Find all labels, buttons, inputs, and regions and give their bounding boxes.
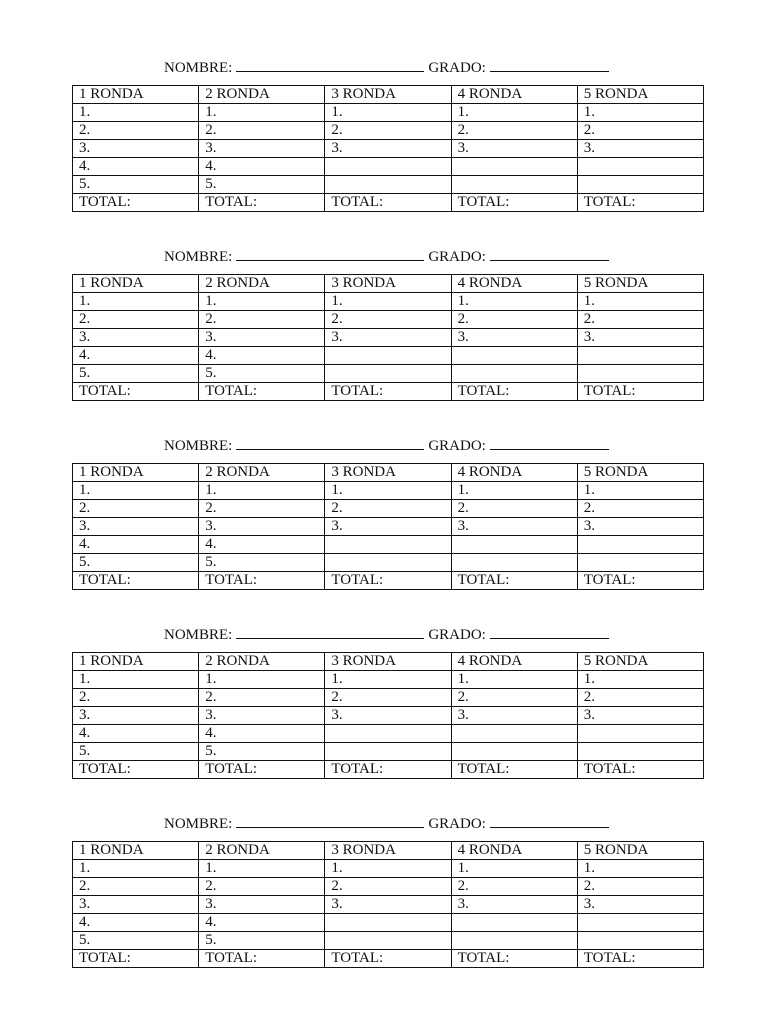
score-cell[interactable]: 4. — [73, 914, 199, 932]
score-cell[interactable]: 4. — [73, 347, 199, 365]
total-cell[interactable]: TOTAL: — [577, 194, 703, 212]
score-cell[interactable]: 1. — [73, 104, 199, 122]
round-header: 1 RONDA — [73, 86, 199, 104]
score-cell[interactable]: 3. — [325, 140, 451, 158]
score-cell[interactable] — [451, 554, 577, 572]
score-cell[interactable]: 2. — [577, 878, 703, 896]
score-cell[interactable]: 1. — [451, 293, 577, 311]
score-cell[interactable]: 2. — [325, 122, 451, 140]
score-cell[interactable] — [577, 743, 703, 761]
score-cell[interactable]: 1. — [199, 104, 325, 122]
round-header: 4 RONDA — [451, 86, 577, 104]
table-row — [73, 932, 704, 950]
score-cell[interactable]: 5. — [73, 932, 199, 950]
table-row — [73, 518, 704, 536]
total-cell[interactable]: TOTAL: — [451, 194, 577, 212]
score-cell[interactable] — [451, 932, 577, 950]
table-row — [73, 329, 704, 347]
score-cell[interactable]: 3. — [451, 707, 577, 725]
score-cell[interactable]: 1. — [325, 293, 451, 311]
score-cell[interactable]: 5. — [199, 932, 325, 950]
grade-blank[interactable] — [490, 56, 609, 72]
total-cell[interactable]: TOTAL: — [577, 761, 703, 779]
score-cell[interactable] — [325, 554, 451, 572]
score-cell[interactable]: 1. — [577, 671, 703, 689]
score-cell[interactable]: 4. — [73, 158, 199, 176]
table-row — [73, 365, 704, 383]
score-cell[interactable]: 3. — [199, 896, 325, 914]
score-cell[interactable]: 2. — [73, 689, 199, 707]
score-table — [72, 463, 704, 590]
total-cell[interactable]: TOTAL: — [451, 950, 577, 968]
header-row — [73, 842, 704, 860]
score-cell[interactable]: 1. — [325, 860, 451, 878]
score-cell[interactable] — [577, 914, 703, 932]
name-blank[interactable] — [236, 245, 424, 261]
name-blank[interactable] — [236, 812, 424, 828]
round-header: 2 RONDA — [199, 842, 325, 860]
score-cell[interactable]: 4. — [199, 536, 325, 554]
score-cell[interactable] — [451, 536, 577, 554]
score-cell[interactable] — [451, 176, 577, 194]
round-header: 3 RONDA — [325, 275, 451, 293]
total-cell[interactable]: TOTAL: — [577, 950, 703, 968]
score-cell[interactable]: 3. — [577, 518, 703, 536]
score-cell[interactable]: 2. — [199, 500, 325, 518]
round-header: 4 RONDA — [451, 842, 577, 860]
round-header: 1 RONDA — [73, 275, 199, 293]
grade-blank[interactable] — [490, 434, 609, 450]
score-cell[interactable] — [451, 365, 577, 383]
name-grade-line — [164, 56, 624, 76]
round-header: 2 RONDA — [199, 464, 325, 482]
name-label: NOMBRE: — [164, 816, 233, 832]
score-cell[interactable]: 2. — [325, 311, 451, 329]
score-cell[interactable]: 1. — [577, 482, 703, 500]
score-cell[interactable]: 1. — [325, 482, 451, 500]
score-cell[interactable]: 1. — [451, 860, 577, 878]
total-cell[interactable]: TOTAL: — [451, 383, 577, 401]
score-cell[interactable]: 4. — [199, 914, 325, 932]
score-cell[interactable]: 2. — [73, 500, 199, 518]
score-cell[interactable]: 3. — [451, 518, 577, 536]
table-row — [73, 482, 704, 500]
score-cell[interactable]: 1. — [577, 104, 703, 122]
score-cell[interactable] — [451, 743, 577, 761]
score-cell[interactable]: 3. — [73, 140, 199, 158]
score-cell[interactable]: 2. — [451, 500, 577, 518]
total-row — [73, 572, 704, 590]
table-row — [73, 500, 704, 518]
round-header: 2 RONDA — [199, 653, 325, 671]
score-cell[interactable]: 2. — [451, 122, 577, 140]
score-cell[interactable] — [325, 725, 451, 743]
round-header: 1 RONDA — [73, 842, 199, 860]
table-row — [73, 293, 704, 311]
score-cell[interactable]: 3. — [325, 707, 451, 725]
score-cell[interactable]: 2. — [73, 311, 199, 329]
score-cell[interactable]: 3. — [325, 329, 451, 347]
score-cell[interactable]: 3. — [73, 707, 199, 725]
name-blank[interactable] — [236, 434, 424, 450]
table-row — [73, 158, 704, 176]
name-blank[interactable] — [236, 56, 424, 72]
grade-blank[interactable] — [490, 623, 609, 639]
grade-label: GRADO: — [428, 816, 486, 832]
score-cell[interactable] — [577, 536, 703, 554]
round-header: 3 RONDA — [325, 842, 451, 860]
score-cell[interactable]: 5. — [199, 365, 325, 383]
score-cell[interactable] — [577, 725, 703, 743]
table-row — [73, 311, 704, 329]
score-cell[interactable]: 3. — [577, 140, 703, 158]
score-cell[interactable] — [577, 158, 703, 176]
score-cell[interactable] — [325, 932, 451, 950]
table-row — [73, 347, 704, 365]
score-cell[interactable] — [451, 158, 577, 176]
name-label: NOMBRE: — [164, 627, 233, 643]
score-cell[interactable]: 1. — [199, 482, 325, 500]
total-cell[interactable]: TOTAL: — [325, 950, 451, 968]
score-cell[interactable] — [577, 554, 703, 572]
score-cell[interactable]: 3. — [451, 329, 577, 347]
score-cell[interactable]: 1. — [73, 860, 199, 878]
name-blank[interactable] — [236, 623, 424, 639]
score-cell[interactable]: 4. — [199, 158, 325, 176]
header-row — [73, 275, 704, 293]
score-cell[interactable]: 2. — [199, 878, 325, 896]
score-cell[interactable]: 2. — [199, 311, 325, 329]
total-cell[interactable]: TOTAL: — [325, 572, 451, 590]
score-cell[interactable]: 3. — [199, 140, 325, 158]
score-cell[interactable]: 5. — [199, 176, 325, 194]
round-header: 5 RONDA — [577, 275, 703, 293]
score-cell[interactable]: 5. — [73, 554, 199, 572]
table-row — [73, 707, 704, 725]
score-cell[interactable]: 2. — [199, 122, 325, 140]
score-cell[interactable] — [451, 914, 577, 932]
grade-blank[interactable] — [490, 245, 609, 261]
round-header: 4 RONDA — [451, 464, 577, 482]
name-label: NOMBRE: — [164, 438, 233, 454]
score-cell[interactable]: 3. — [325, 896, 451, 914]
grade-label: GRADO: — [428, 627, 486, 643]
table-row — [73, 914, 704, 932]
score-cell[interactable]: 1. — [577, 293, 703, 311]
score-cell[interactable] — [325, 914, 451, 932]
round-header: 1 RONDA — [73, 464, 199, 482]
round-header: 3 RONDA — [325, 464, 451, 482]
score-cell[interactable]: 3. — [577, 707, 703, 725]
score-cell[interactable]: 2. — [451, 311, 577, 329]
total-cell[interactable]: TOTAL: — [577, 572, 703, 590]
score-cell[interactable]: 5. — [199, 743, 325, 761]
total-row — [73, 194, 704, 212]
total-cell[interactable]: TOTAL: — [199, 950, 325, 968]
score-table — [72, 652, 704, 779]
score-cell[interactable]: 2. — [73, 122, 199, 140]
score-cell[interactable]: 5. — [73, 176, 199, 194]
score-cell[interactable]: 1. — [451, 671, 577, 689]
score-cell[interactable]: 2. — [577, 311, 703, 329]
score-cell[interactable]: 2. — [451, 689, 577, 707]
score-cell[interactable]: 1. — [73, 671, 199, 689]
score-table — [72, 85, 704, 212]
round-header: 5 RONDA — [577, 464, 703, 482]
score-cell[interactable]: 3. — [451, 140, 577, 158]
total-cell[interactable]: TOTAL: — [73, 950, 199, 968]
score-cell[interactable]: 3. — [577, 896, 703, 914]
round-header: 5 RONDA — [577, 842, 703, 860]
table-row — [73, 878, 704, 896]
score-cell[interactable]: 4. — [73, 725, 199, 743]
total-cell[interactable]: TOTAL: — [325, 194, 451, 212]
score-cell[interactable]: 2. — [577, 122, 703, 140]
score-cell[interactable] — [325, 743, 451, 761]
score-cell[interactable]: 1. — [451, 482, 577, 500]
score-cell[interactable]: 1. — [73, 482, 199, 500]
total-cell[interactable]: TOTAL: — [325, 383, 451, 401]
score-cell[interactable]: 3. — [451, 896, 577, 914]
score-cell[interactable]: 3. — [73, 329, 199, 347]
table-row — [73, 176, 704, 194]
score-cell[interactable]: 3. — [325, 518, 451, 536]
score-cell[interactable]: 1. — [577, 860, 703, 878]
score-cell[interactable]: 4. — [73, 536, 199, 554]
total-cell[interactable]: TOTAL: — [325, 761, 451, 779]
score-cell[interactable]: 2. — [325, 878, 451, 896]
table-row — [73, 896, 704, 914]
table-row — [73, 725, 704, 743]
round-header: 3 RONDA — [325, 86, 451, 104]
score-cell[interactable]: 1. — [325, 671, 451, 689]
score-cell[interactable] — [577, 347, 703, 365]
score-cell[interactable] — [577, 176, 703, 194]
score-cell[interactable]: 2. — [199, 689, 325, 707]
score-cell[interactable]: 3. — [199, 329, 325, 347]
total-row — [73, 383, 704, 401]
round-header: 4 RONDA — [451, 653, 577, 671]
score-cell[interactable]: 4. — [199, 725, 325, 743]
score-cell[interactable] — [577, 365, 703, 383]
total-cell[interactable]: TOTAL: — [73, 761, 199, 779]
score-cell[interactable]: 3. — [199, 707, 325, 725]
total-cell[interactable]: TOTAL: — [73, 194, 199, 212]
score-cell[interactable]: 1. — [73, 293, 199, 311]
round-header: 5 RONDA — [577, 86, 703, 104]
score-cell[interactable]: 5. — [199, 554, 325, 572]
round-header: 4 RONDA — [451, 275, 577, 293]
score-cell[interactable] — [451, 725, 577, 743]
table-row — [73, 122, 704, 140]
score-cell[interactable]: 3. — [73, 518, 199, 536]
score-cell[interactable]: 3. — [199, 518, 325, 536]
score-cell[interactable] — [325, 347, 451, 365]
table-row — [73, 140, 704, 158]
table-row — [73, 743, 704, 761]
table-row — [73, 554, 704, 572]
name-label: NOMBRE: — [164, 249, 233, 265]
score-cell[interactable]: 5. — [73, 743, 199, 761]
header-row — [73, 86, 704, 104]
table-row — [73, 536, 704, 554]
name-grade-line — [164, 434, 624, 454]
round-header: 3 RONDA — [325, 653, 451, 671]
total-cell[interactable]: TOTAL: — [199, 761, 325, 779]
total-cell[interactable]: TOTAL: — [451, 761, 577, 779]
header-row — [73, 464, 704, 482]
total-row — [73, 761, 704, 779]
round-header: 5 RONDA — [577, 653, 703, 671]
score-cell[interactable]: 2. — [451, 878, 577, 896]
total-cell[interactable]: TOTAL: — [451, 572, 577, 590]
total-cell[interactable]: TOTAL: — [73, 572, 199, 590]
header-row — [73, 653, 704, 671]
score-cell[interactable] — [451, 347, 577, 365]
total-cell[interactable]: TOTAL: — [199, 194, 325, 212]
score-cell[interactable]: 2. — [325, 689, 451, 707]
score-cell[interactable]: 1. — [199, 293, 325, 311]
total-cell[interactable]: TOTAL: — [73, 383, 199, 401]
grade-blank[interactable] — [490, 812, 609, 828]
table-row — [73, 671, 704, 689]
score-table — [72, 274, 704, 401]
grade-label: GRADO: — [428, 60, 486, 76]
round-header: 2 RONDA — [199, 275, 325, 293]
table-row — [73, 689, 704, 707]
score-cell[interactable] — [325, 176, 451, 194]
score-cell[interactable] — [325, 536, 451, 554]
score-cell[interactable]: 5. — [73, 365, 199, 383]
score-cell[interactable]: 1. — [451, 104, 577, 122]
score-cell[interactable]: 2. — [577, 689, 703, 707]
score-cell[interactable]: 3. — [73, 896, 199, 914]
score-cell[interactable] — [325, 365, 451, 383]
score-cell[interactable] — [325, 158, 451, 176]
table-row — [73, 860, 704, 878]
score-cell[interactable]: 1. — [325, 104, 451, 122]
score-cell[interactable]: 2. — [325, 500, 451, 518]
name-label: NOMBRE: — [164, 60, 233, 76]
name-grade-line — [164, 245, 624, 265]
grade-label: GRADO: — [428, 438, 486, 454]
score-cell[interactable]: 4. — [199, 347, 325, 365]
round-header: 2 RONDA — [199, 86, 325, 104]
total-row — [73, 950, 704, 968]
name-grade-line — [164, 623, 624, 643]
total-cell[interactable]: TOTAL: — [199, 572, 325, 590]
round-header: 1 RONDA — [73, 653, 199, 671]
score-cell[interactable]: 1. — [199, 671, 325, 689]
total-cell[interactable]: TOTAL: — [199, 383, 325, 401]
score-table — [72, 841, 704, 968]
grade-label: GRADO: — [428, 249, 486, 265]
score-cell[interactable]: 1. — [199, 860, 325, 878]
score-cell[interactable]: 2. — [73, 878, 199, 896]
total-cell[interactable]: TOTAL: — [577, 383, 703, 401]
score-cell[interactable]: 3. — [577, 329, 703, 347]
score-cell[interactable] — [577, 932, 703, 950]
score-cell[interactable]: 2. — [577, 500, 703, 518]
table-row — [73, 104, 704, 122]
name-grade-line — [164, 812, 624, 832]
